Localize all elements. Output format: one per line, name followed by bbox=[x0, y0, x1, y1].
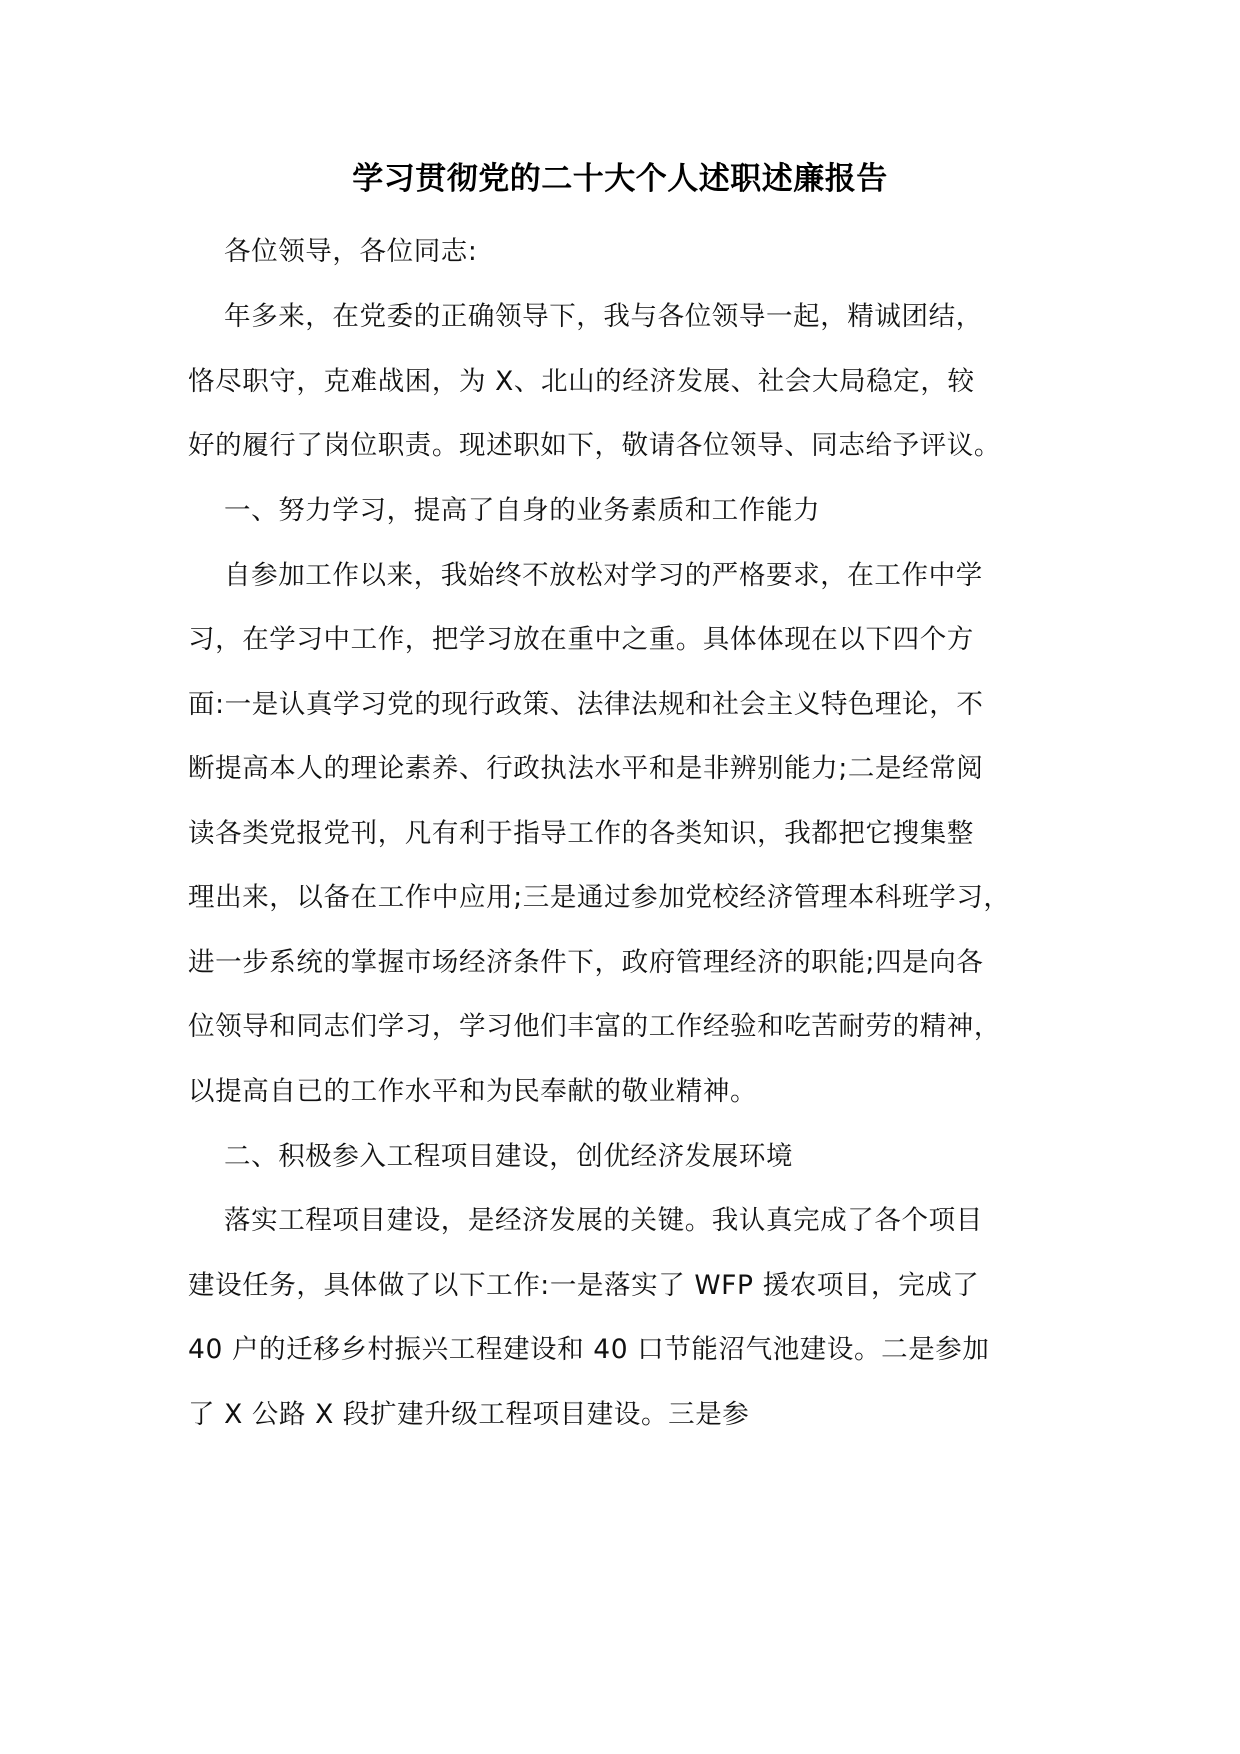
paragraph-study-line: 位领导和同志们学习，学习他们丰富的工作经验和吃苦耐劳的精神， bbox=[188, 1011, 1001, 1042]
salutation: 各位领导，各位同志: bbox=[224, 236, 478, 267]
paragraph-intro-line: 年多来，在党委的正确领导下，我与各位领导一起，精诚团结， bbox=[224, 301, 983, 332]
paragraph-intro-line: 恪尽职守，克难战困，为 X、北山的经济发展、社会大局稳定，较 bbox=[188, 366, 975, 397]
paragraph-projects-line: 建设任务，具体做了以下工作:一是落实了 WFP 援农项目，完成了 bbox=[188, 1270, 980, 1301]
document-title: 学习贯彻党的二十大个人述职述廉报告 bbox=[352, 161, 888, 197]
paragraph-study-line: 进一步系统的掌握市场经济条件下，政府管理经济的职能;四是向各 bbox=[188, 947, 984, 978]
paragraph-study-line: 自参加工作以来，我始终不放松对学习的严格要求，在工作中学 bbox=[224, 560, 983, 591]
paragraph-study-line: 以提高自已的工作水平和为民奉献的敬业精神。 bbox=[188, 1076, 758, 1107]
paragraph-study-line: 断提高本人的理论素养、行政执法水平和是非辨别能力;二是经常阅 bbox=[188, 753, 984, 784]
paragraph-projects-line: 了 X 公路 X 段扩建升级工程项目建设。三是参 bbox=[188, 1399, 750, 1430]
paragraph-intro-line: 好的履行了岗位职责。现述职如下，敬请各位领导、同志给予评议。 bbox=[188, 430, 1001, 461]
section-heading-1: 一、努力学习，提高了自身的业务素质和工作能力 bbox=[224, 495, 821, 526]
paragraph-study-line: 理出来，以备在工作中应用;三是通过参加党校经济管理本科班学习， bbox=[188, 882, 1011, 913]
paragraph-study-line: 面:一是认真学习党的现行政策、法律法规和社会主义特色理论，不 bbox=[188, 689, 984, 720]
paragraph-study-line: 读各类党报党刊，凡有利于指导工作的各类知识，我都把它搜集整 bbox=[188, 818, 974, 849]
paragraph-projects-line: 40 户的迁移乡村振兴工程建设和 40 口节能沼气池建设。二是参加 bbox=[188, 1334, 990, 1365]
section-heading-2: 二、积极参入工程项目建设，创优经济发展环境 bbox=[224, 1141, 794, 1172]
paragraph-projects-line: 落实工程项目建设，是经济发展的关键。我认真完成了各个项目 bbox=[224, 1205, 983, 1236]
paragraph-study-line: 习，在学习中工作，把学习放在重中之重。具体体现在以下四个方 bbox=[188, 624, 974, 655]
